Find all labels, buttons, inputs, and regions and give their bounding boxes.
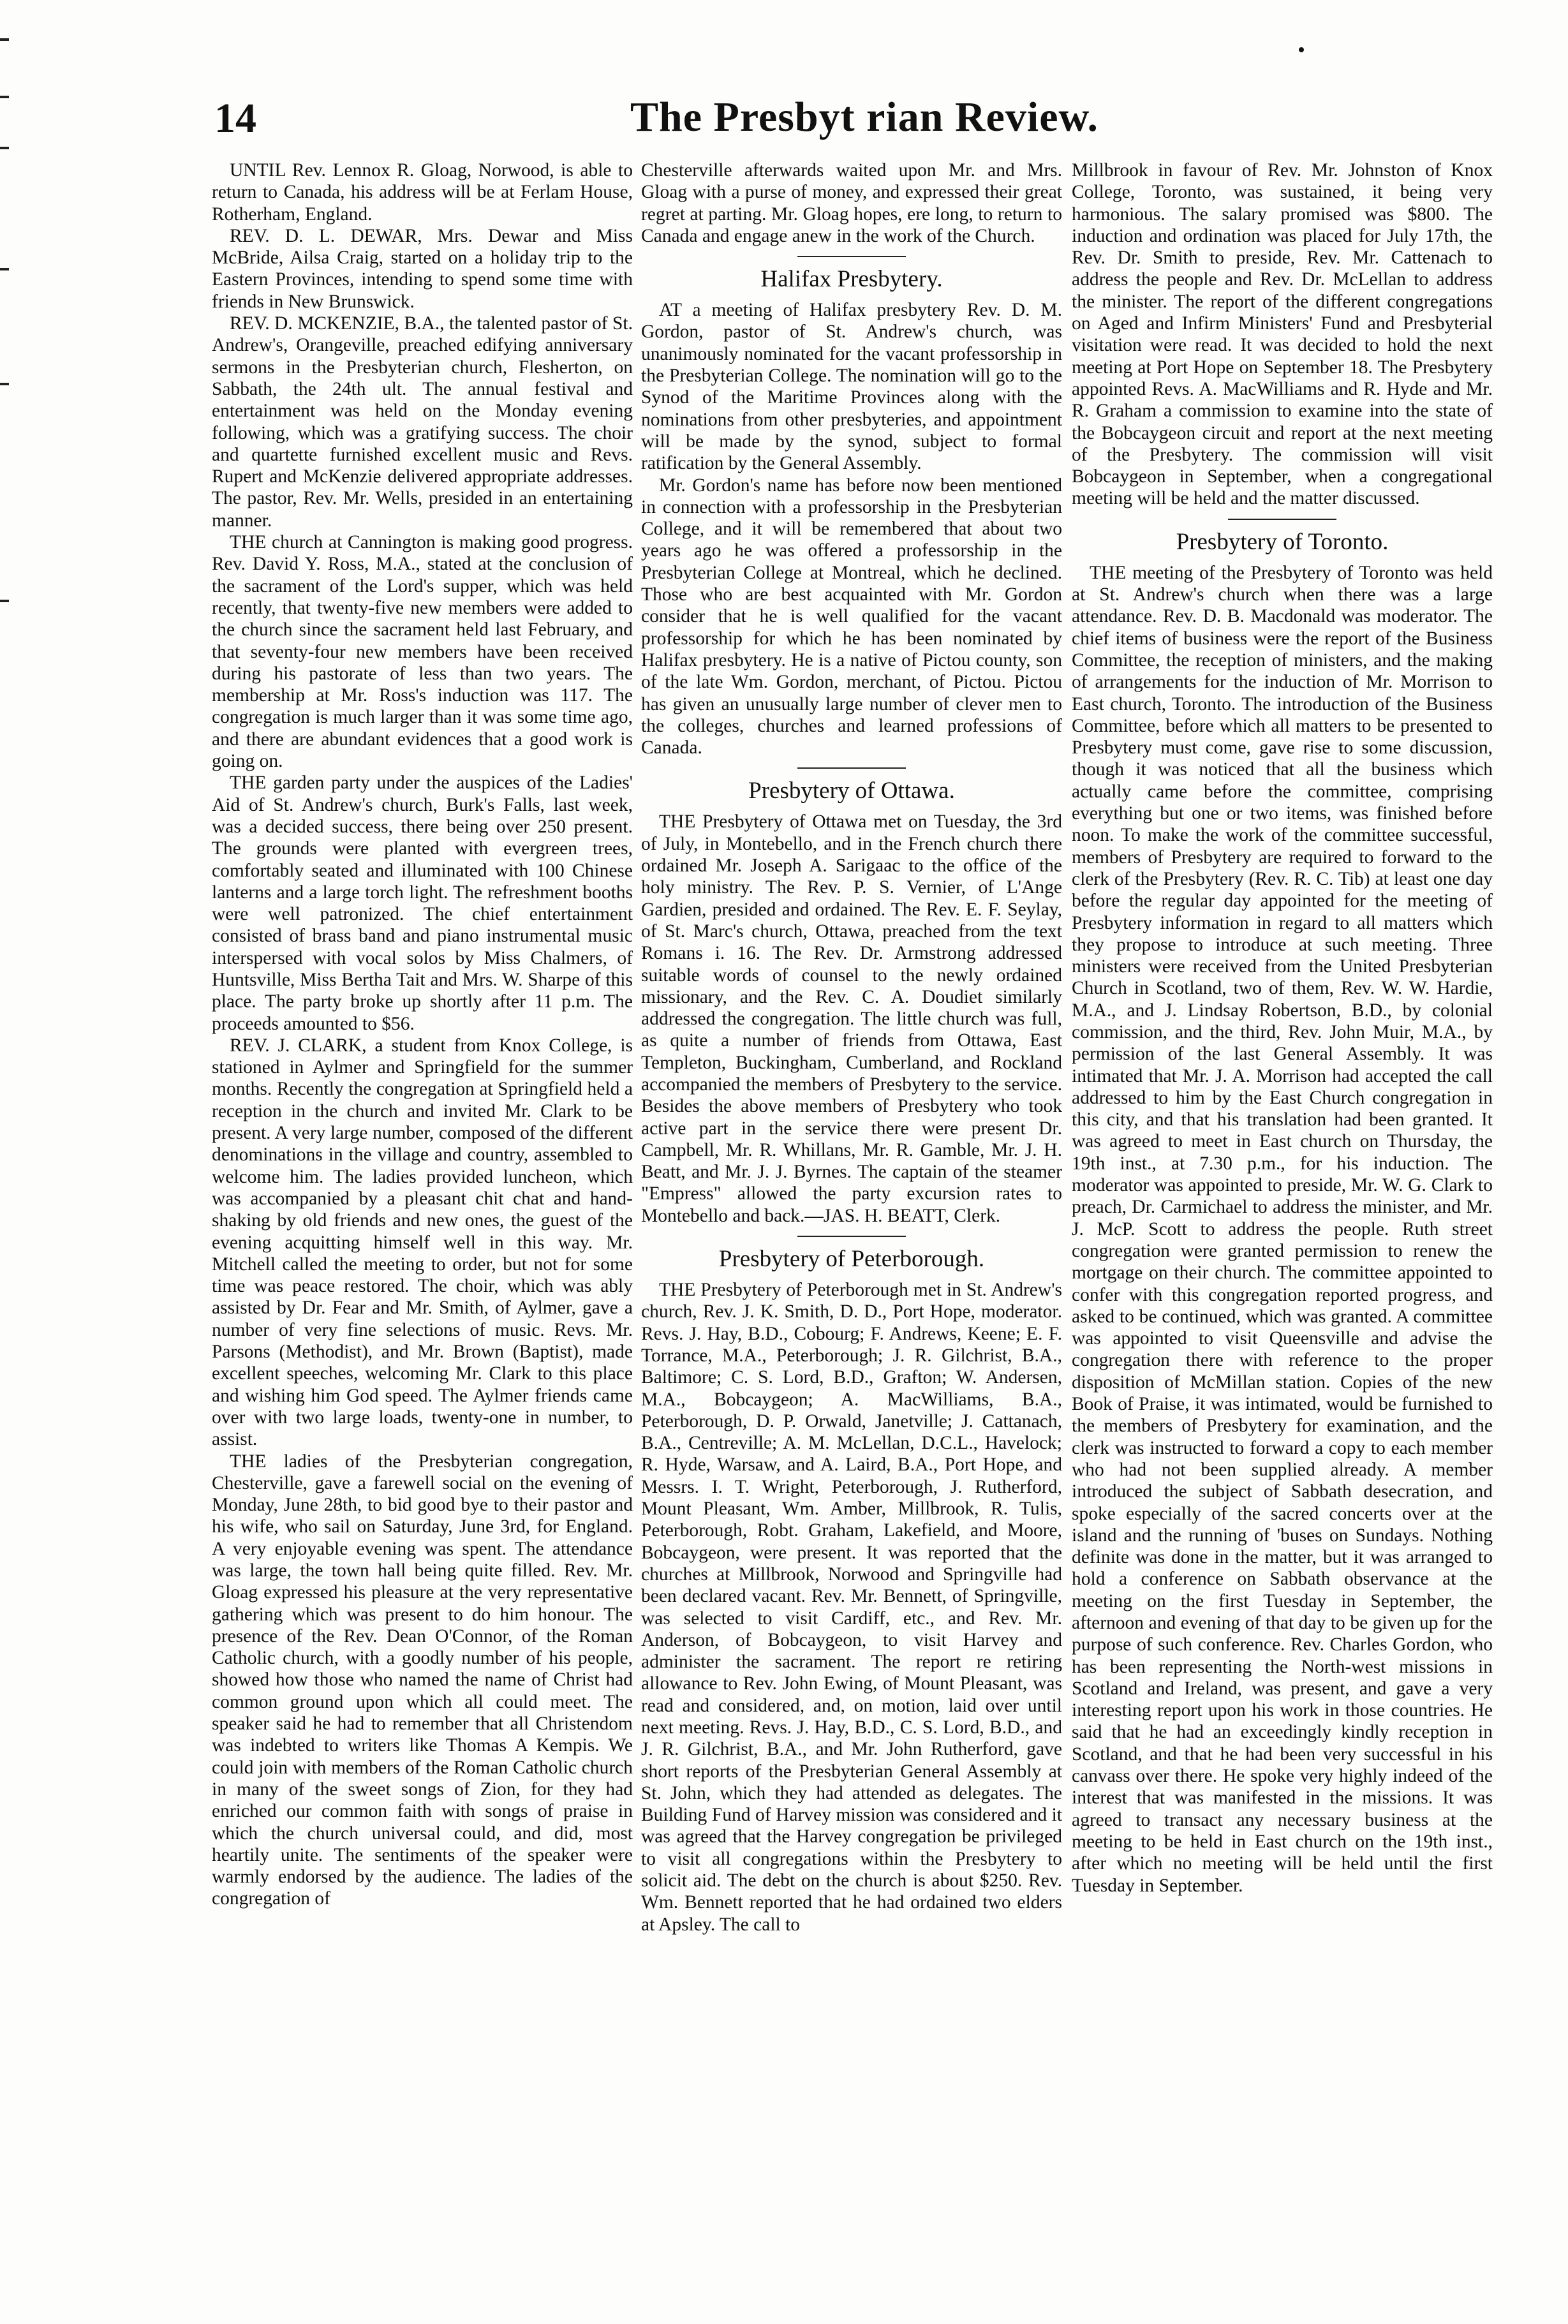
paragraph: THE meeting of the Presbytery of Toronto was held at St. Andrew's church when there was a large attendance. Rev. D. B. Macdonald was moderator. The chief items of business were the report of the Business Committee, the reception of ministers, and the making of arrangements for the induction of Mr. Morrison to East church, Toronto. The introduction of the Business Committee, before which all matters to be presented to Presbytery must come, gave rise to some discussion, though it was noticed that all the business which actually came before the committee, comprising everything but one or two items, was finished before noon. To make the work of the committee successful, members of Presbytery are required to forward to the clerk of the Presbytery (Rev. R. C. Tib) at least one day before the regular day appointed for the meeting of Presbytery information in regard to all matters which they propose to introduce at such meeting. Three ministers were received from the United Presbyterian Church in Scotland, two of them, Rev. W. W. Hardie, M.A., and J. Lindsay Robertson, B.D., by colonial commission, and the third, Rev. John Muir, M.A., by permission of the last General Assembly. It was intimated that Mr. J. A. Morrison had accepted the call addressed to him by the East Church congregation in this city, and that his translation had been granted. It was agreed to meet in East church on Thursday, the 19th inst., at 7.30 p.m., for his induction. The moderator was appointed to preside, Mr. W. G. Clark to preach, Dr. Carmichael to address the minister, and Mr. J. McP. Scott to address the people. Ruth street congregation were granted permission to renew the mortgage on their church. The committee appointed to confer with this congregation reported progress, and asked to be continued, which was granted. A committee was appointed to visit Queensville and advise the congregation there with reference to the proper disposition of McMillan station. Copies of the new Book of Praise, it was intimated, would be furnished to the members of Presbytery for examination, and the clerk was instructed to forward a copy to each member who had not been supplied already. A member introduced the subject of Sabbath desecration, and spoke especially of the sacred concerts over at the island and the running of 'buses on Sundays. Nothing definite was done in the matter, but it was arranged to hold a conference on Sabbath observance at the meeting on the first Tuesday in September, the afternoon and evening of that day to be given up for the purpose of such conference. Rev. Charles Gordon, who has been representing the North-west missions in Scotland and Ireland, was present, and gave a very interesting report upon his work in those countries. He said that he had an exceedingly kindly reception in Scotland, and that he had been very successful in his canvass over there. He spoke very highly indeed of the interest that was manifested in the missions. It was agreed to transact any necessary business at the meeting to be held in East church on the 19th inst., after which no meeting will be held until the first Tuesday in September. [1072,562,1493,1896]
paragraph: THE Presbytery of Peterborough met in St. Andrew's church, Rev. J. K. Smith, D. D., Port Hope, moderator. Revs. J. Hay, B.D., Cobourg; F. Andrews, Keene; E. F. Torrance, M.A., Peterborough; J. R. Gilchrist, B.A., Baltimore; C. S. Lord, B.D., Grafton; W. Andersen, M.A., Bobcaygeon; A. MacWilliams, B.A., Peterborough, D. P. Orwald, Janetville; J. Cattanach, B.A., Centreville; A. M. McLellan, D.C.L., Havelock; R. Hyde, Warsaw, and A. Laird, B.A., Port Hope, and Messrs. I. T. Wright, Peterborough, J. Rutherford, Mount Pleasant, Wm. Amber, Millbrook, R. Tulis, Peterborough, Robt. Graham, Lakefield, and Moore, Bobcaygeon, were present. It was reported that the churches at Millbrook, Norwood and Springville had been declared vacant. Rev. Mr. Bennett, of Springville, was selected to visit Cardiff, etc., and Rev. Mr. Anderson, of Bobcaygeon, to visit Harvey and administer the sacrament. The report re retiring allowance to Rev. John Ewing, of Mount Pleasant, was read and considered, and, on motion, laid over until next meeting. Revs. J. Hay, B.D., C. S. Lord, B.D., and J. R. Gilchrist, B.A., and Mr. John Rutherford, gave short reports of the Presbyterian General Assembly at St. John, which they had attended as delegates. The Building Fund of Harvey mission was considered and it was agreed that the Harvey congregation be privileged to visit all congregations within the Presbytery to solicit aid. The debt on the church is about $250. Rev. Wm. Bennett reported that he had ordained two elders at Apsley. The call to [641,1280,1062,1935]
column-3 [1072,159,1493,1897]
column-2 [641,159,1062,1935]
paragraph: REV. D. L. DEWAR, Mrs. Dewar and Miss McBride, Ailsa Craig, started on a holiday trip to the Eastern Provinces, intending to spend some time with friends in New Brunswick. [212,225,633,312]
section-heading: Presbytery of Peterborough. [718,1246,985,1273]
paragraph: THE ladies of the Presbyterian congregation, Chesterville, gave a farewell social on the evening of Monday, June 28th, to bid good bye to their pastor and his wife, who sail on Saturday, June 3rd, for England. A very enjoyable evening was spent. The attendance was large, the town hall being quite filled. Rev. Mr. Gloag expressed his pleasure at the very representative gathering which was present to do him honour. The presence of the Rev. Dean O'Connor, of the Roman Catholic church, with a goodly number of his people, showed how those who named the name of Christ had common ground upon which all could meet. The speaker said he had to remember that all Christendom was indebted to writers like Thomas A Kempis. We could join with members of the Roman Catholic church in many of the sweet songs of Zion, for they had enriched our common faith with songs of praise in which the church universal could, and did, most heartily unite. The sentiments of the speaker were warmly endorsed by the audience. The ladies of the congregation of [212,1451,633,1909]
column-1 [212,159,633,1910]
section-divider [1228,519,1336,520]
paragraph: UNTIL Rev. Lennox R. Gloag, Norwood, is able to return to Canada, his address will be at Ferlam House, Rotherham, England. [212,160,633,225]
binding-mark [0,147,9,149]
binding-mark [0,96,9,98]
page-title: The Presbyt rian Review. [630,94,1099,140]
paragraph: Mr. Gordon's name has before now been mentioned in connection with a professorship in the Presbyterian College, and it will be remembered that about two years ago he was offered a professorship in the Presbyterian College at Montreal, which he declined. Those who are best acquainted with Mr. Gordon consider that he is well qualified for the vacant professorship for which he has been nominated by Halifax presbytery. He is a native of Pictou county, son of the late Wm. Gordon, merchant, of Pictou. Pictou has given an unusually large number of clever men to the colleges, churches and learned professions of Canada. [641,475,1062,759]
section-divider [797,1236,906,1237]
section-heading: Presbytery of Toronto. [1176,528,1389,555]
section-heading: Halifax Presbytery. [760,266,943,293]
binding-mark [0,383,9,385]
paragraph: Millbrook in favour of Rev. Mr. Johnston of Knox College, Toronto, was sustained, it being very harmonious. The salary promised was $800. The induction and ordination was placed for July 17th, the Rev. Dr. Smith to preside, Rev. Mr. Cattenach to address the people and Rev. Dr. McLellan to address the minister. The report of the different congregations on Aged and Infirm Ministers' Fund and Presbyterial visitation were read. It was decided to hold the next meeting at Port Hope on September 18. The Presbytery appointed Revs. A. MacWilliams and R. Hyde and Mr. R. Graham a commission to examine into the state of the Bobcaygeon circuit and report at the next meeting of the Presbytery. The commission will visit Bobcaygeon in September, when a congregational meeting will be held and the matter discussed. [1072,160,1493,509]
paragraph: THE church at Cannington is making good progress. Rev. David Y. Ross, M.A., stated at the conclusion of the sacrament of the Lord's supper, which was held recently, that twenty-five new members were added to the church since the sacrament held last February, and that seventy-four new members have been received during his pastorate of less than two years. The membership at Mr. Ross's induction was 117. The congregation is much larger than it was some time ago, and there are abundant evidences that a good work is going on. [212,532,633,772]
binding-mark [0,268,9,270]
paragraph: THE garden party under the auspices of the Ladies' Aid of St. Andrew's church, Burk's Falls, last week, was a decided success, there being over 250 present. The grounds were planted with evergreen trees, comfortably seated and illuminated with 100 Chinese lanterns and a large torch light. The refreshment booths were well patronized. The chief entertainment consisted of brass band and piano instrumental music interspersed with vocal solos by Miss Chalmers, of Huntsville, Miss Bertha Tait and Mrs. W. Sharpe of this place. The party broke up shortly after 11 p.m. The proceeds amounted to $56. [212,773,633,1034]
ink-speck [1299,47,1304,52]
section-heading: Presbytery of Ottawa. [748,778,955,804]
section-divider [797,256,906,257]
page-number: 14 [214,95,256,142]
section-divider [797,767,906,769]
binding-mark [0,600,9,602]
paragraph: Chesterville afterwards waited upon Mr. and Mrs. Gloag with a purse of money, and expressed their great regret at parting. Mr. Gloag hopes, ere long, to return to Canada and engage anew in the work of the Church. [641,160,1062,246]
paragraph: THE Presbytery of Ottawa met on Tuesday, the 3rd of July, in Montebello, and in the French church there ordained Mr. Joseph A. Sarigaac to the office of the holy ministry. The Rev. P. S. Vernier, of L'Ange Gardien, presided and ordained. The Rev. E. F. Seylay, of St. Marc's church, Ottawa, preached from the text Romans i. 16. The Rev. Dr. Armstrong addressed suitable words of counsel to the newly ordained missionary, and the Rev. C. A. Doudiet similarly addressed the congregation. The little church was full, as quite a number of friends from Ottawa, East Templeton, Buckingham, Cumberland, and Rockland accompanied the members of Presbytery to the service. Besides the above members of Presbytery who took active part in the service there were present Dr. Campbell, Mr. R. Whillans, Mr. R. Gamble, Mr. J. H. Beatt, and Mr. J. J. Byrnes. The captain of the steamer "Empress" allowed the party excursion rates to Montebello and back.—JAS. H. BEATT, Clerk. [641,811,1062,1226]
paragraph: AT a meeting of Halifax presbytery Rev. D. M. Gordon, pastor of St. Andrew's church, was unanimously nominated for the vacant professorship in the Presbyterian College. The nomination will go to the Synod of the Maritime Provinces along with the nominations from other presbyteries, and appointment will be made by the synod, subject to formal ratification by the General Assembly. [641,300,1062,474]
paragraph: REV. J. CLARK, a student from Knox College, is stationed in Aylmer and Springfield for the summer months. Recently the congregation at Springfield held a reception in the church and invited Mr. Clark to be present. A very large number, composed of the different denominations in the village and country, assembled to welcome him. The ladies provided luncheon, which was accompanied by a pleasant chit chat and hand-shaking by old friends and new ones, the guest of the evening acquitting himself well in this way. Mr. Mitchell called the meeting to order, but not for some time was peace restored. The choir, which was ably assisted by Dr. Fear and Mr. Smith, of Aylmer, gave a number of very fine selections of music. Revs. Mr. Parsons (Methodist), and Mr. Brown (Baptist), made excellent speeches, welcoming Mr. Clark to this place and wishing him God speed. The Aylmer friends came over with two large loads, twenty-one in number, to assist. [212,1035,633,1450]
paragraph: REV. D. MCKENZIE, B.A., the talented pastor of St. Andrew's, Orangeville, preached edifying anniversary sermons in the Presbyterian church, Flesherton, on Sabbath, the 24th ult. The annual festival and entertainment was held on the Monday evening following, which was a gratifying success. The choir and quartette furnished excellent music and Revs. Rupert and McKenzie delivered appropriate addresses. The pastor, Rev. Mr. Wells, presided in an entertaining manner. [212,313,633,531]
binding-mark [0,38,9,41]
